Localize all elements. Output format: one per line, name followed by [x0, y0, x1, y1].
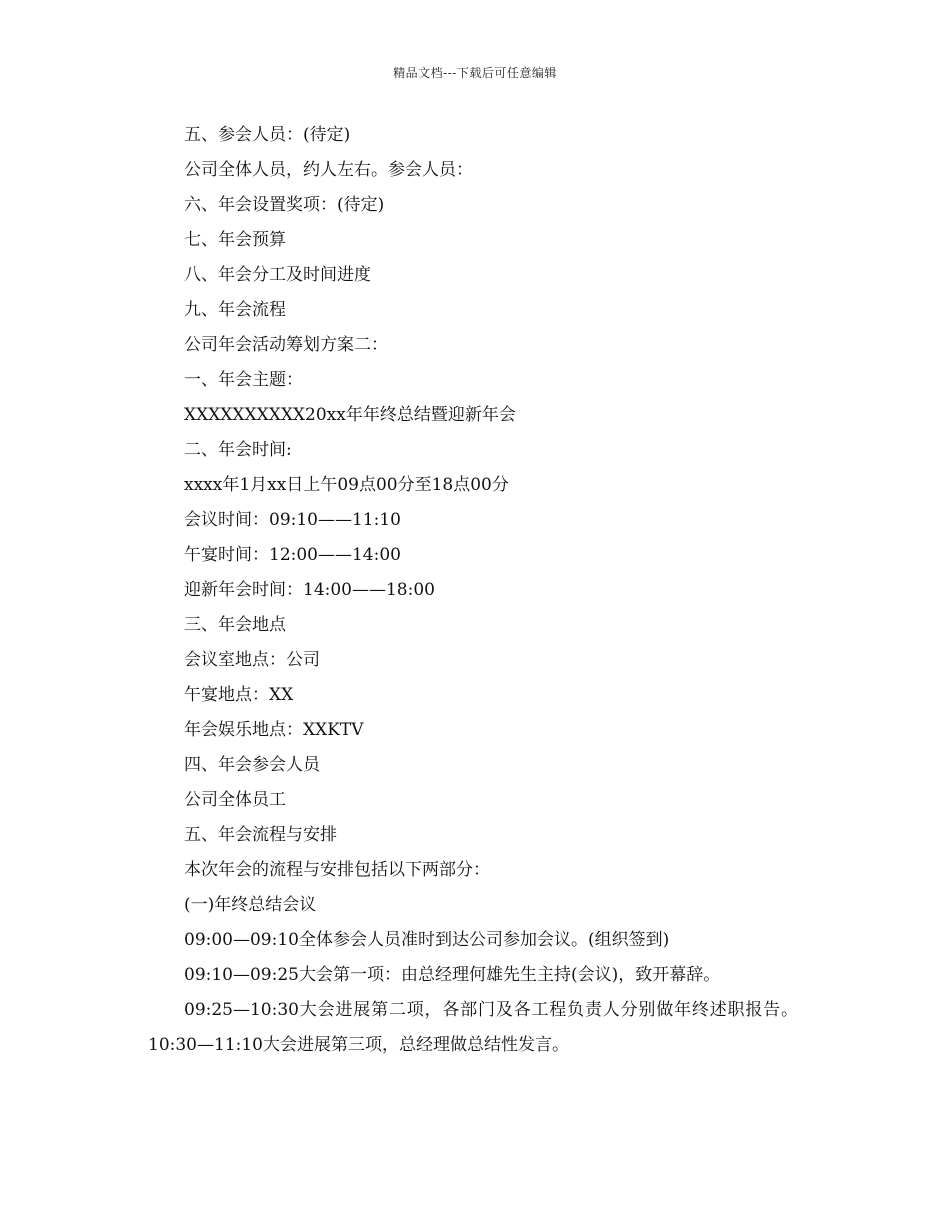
section-heading-theme: 一、年会主题：	[184, 370, 303, 390]
text-line: 会议时间：09:10——11:10	[184, 510, 401, 530]
text-line: 会议室地点：公司	[184, 650, 320, 670]
subsection-heading: (一)年终总结会议	[184, 895, 317, 915]
section-heading-location: 三、年会地点	[184, 615, 286, 635]
text-line: 公司全体人员，约人左右。参会人员：	[184, 160, 473, 180]
text-line: XXXXXXXXXX20xx年年终总结暨迎新年会	[184, 405, 516, 425]
section-heading-process: 九、年会流程	[184, 300, 286, 320]
text-line: 公司全体员工	[184, 790, 286, 810]
text-line: xxxx年1月xx日上午09点00分至18点00分	[184, 475, 509, 495]
text-line: 午宴时间：12:00——14:00	[184, 545, 401, 565]
text-line: 迎新年会时间：14:00——18:00	[184, 580, 435, 600]
section-heading-arrangement: 五、年会流程与安排	[184, 825, 337, 845]
text-line: 09:10—09:25大会第一项：由总经理何雄先生主持(会议)，致开幕辞。	[184, 965, 721, 985]
section-heading-awards: 六、年会设置奖项：(待定)	[184, 195, 385, 215]
text-line: 年会娱乐地点：XXKTV	[184, 720, 364, 740]
text-line: 午宴地点：XX	[184, 685, 294, 705]
section-heading-time: 二、年会时间:	[184, 440, 292, 460]
section-heading-schedule: 八、年会分工及时间进度	[184, 265, 371, 285]
text-line: 09:00—09:10全体参会人员准时到达公司参加会议。(组织签到)	[184, 930, 670, 950]
page-header: 精品文档---下载后可任意编辑	[393, 66, 557, 80]
plan-two-title: 公司年会活动筹划方案二：	[184, 335, 388, 355]
document-body	[148, 118, 798, 1063]
section-heading-budget: 七、年会预算	[184, 230, 286, 250]
text-line: 本次年会的流程与安排包括以下两部分：	[184, 860, 490, 880]
text-paragraph: 09:25—10:30大会进展第二项，各部门及各工程负责人分别做年终述职报告。10:30—11:10大会进展第三项，总经理做总结性发言。	[148, 1000, 798, 1055]
section-heading-attendees: 五、参会人员：(待定)	[184, 125, 351, 145]
section-heading-participants: 四、年会参会人员	[184, 755, 320, 775]
